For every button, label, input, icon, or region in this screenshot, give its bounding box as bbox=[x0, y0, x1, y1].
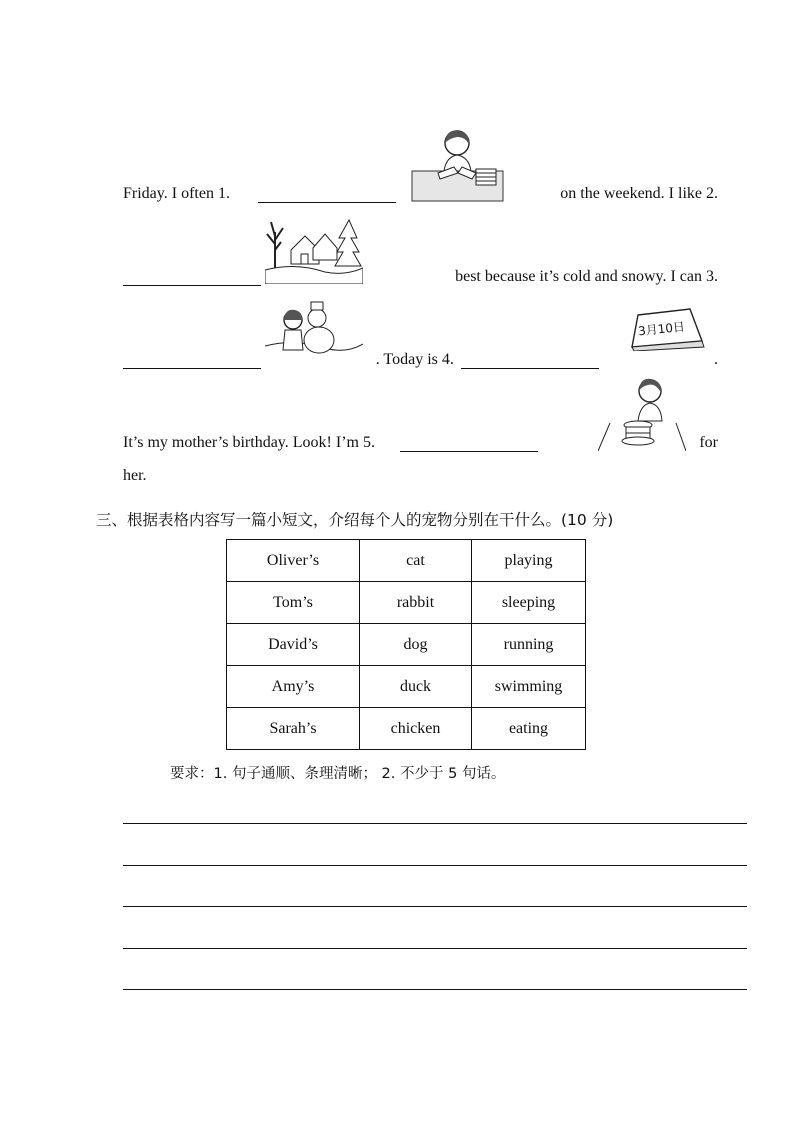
table-cell: dog bbox=[360, 624, 472, 666]
table-cell: swimming bbox=[472, 666, 586, 708]
table-row bbox=[227, 582, 586, 624]
writing-line[interactable] bbox=[123, 989, 747, 990]
blank-4[interactable] bbox=[461, 367, 599, 369]
calendar-illustration bbox=[628, 307, 706, 351]
table-row bbox=[227, 666, 586, 708]
table-cell: running bbox=[472, 624, 586, 666]
passage-text: It’s my mother’s birthday. Look! I’m 5. bbox=[123, 434, 375, 451]
calendar-date: 3月10日 bbox=[637, 319, 686, 339]
passage-text: for bbox=[699, 434, 718, 451]
table-cell: duck bbox=[360, 666, 472, 708]
writing-line[interactable] bbox=[123, 906, 747, 907]
pets-table bbox=[226, 539, 586, 750]
writing-requirement: 要求：1. 句子通顺、条理清晰； 2. 不少于 5 句话。 bbox=[170, 766, 506, 782]
writing-line[interactable] bbox=[123, 865, 747, 866]
table-cell: Tom’s bbox=[227, 582, 360, 624]
reading-girl-illustration bbox=[410, 127, 505, 203]
passage-text: Friday. I often 1. bbox=[123, 185, 230, 202]
table-row bbox=[227, 708, 586, 750]
passage-line-2 bbox=[123, 268, 718, 286]
winter-scene-illustration bbox=[265, 214, 363, 284]
table-cell: Amy’s bbox=[227, 666, 360, 708]
passage-text: on the weekend. I like 2. bbox=[560, 185, 718, 202]
passage-text: . bbox=[713, 351, 718, 368]
table-cell: chicken bbox=[360, 708, 472, 750]
writing-line[interactable] bbox=[123, 948, 747, 949]
table-row bbox=[227, 540, 586, 582]
table-cell: playing bbox=[472, 540, 586, 582]
snowman-illustration bbox=[265, 298, 363, 362]
blank-5[interactable] bbox=[400, 450, 538, 452]
table-cell: Sarah’s bbox=[227, 708, 360, 750]
table-cell: cat bbox=[360, 540, 472, 582]
passage-line-5 bbox=[123, 467, 718, 485]
passage-text: her. bbox=[123, 467, 147, 484]
table-cell: Oliver’s bbox=[227, 540, 360, 582]
blank-2[interactable] bbox=[123, 284, 261, 286]
passage-text: best because it’s cold and snowy. I can 3. bbox=[455, 268, 718, 285]
blank-1[interactable] bbox=[258, 201, 396, 203]
table-cell: eating bbox=[472, 708, 586, 750]
passage-text: . Today is 4. bbox=[375, 351, 454, 368]
table-cell: David’s bbox=[227, 624, 360, 666]
section-3-heading: 三、根据表格内容写一篇小短文，介绍每个人的宠物分别在干什么。(10 分) bbox=[96, 511, 614, 529]
baking-cake-girl-illustration bbox=[598, 375, 686, 453]
table-cell: rabbit bbox=[360, 582, 472, 624]
blank-3[interactable] bbox=[123, 367, 261, 369]
writing-line[interactable] bbox=[123, 823, 747, 824]
table-cell: sleeping bbox=[472, 582, 586, 624]
table-row bbox=[227, 624, 586, 666]
passage-line-3 bbox=[123, 351, 718, 369]
